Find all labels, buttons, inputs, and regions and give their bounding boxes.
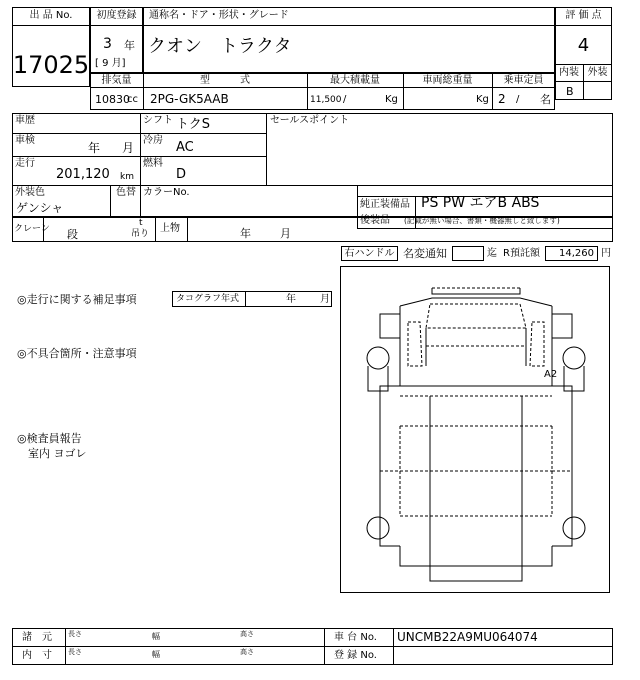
aftermarket-note: (記載が無い場合、書類・機器無しと致します) <box>404 216 560 225</box>
lot-no-value: 17025 <box>12 51 90 79</box>
color-no-label: 色替 <box>116 187 136 198</box>
max-load-unit: Kg <box>385 94 398 105</box>
gross-weight-unit: Kg <box>476 94 489 105</box>
exterior-label: 外装 <box>587 67 608 78</box>
cab-roof-outline <box>432 288 520 294</box>
wheel-front-right <box>563 347 585 369</box>
inspector-note: 室内 ヨゴレ <box>28 447 87 460</box>
crane-t-label: t <box>139 218 143 228</box>
shift-value: トクS <box>176 117 210 132</box>
defects-label: ◎不具合箇所・注意事項 <box>17 347 137 360</box>
tax-value: 14,260 <box>559 248 594 259</box>
tax-label: R預託額 <box>503 248 540 259</box>
vehicle-name-value: クオン トラクタ <box>148 36 292 57</box>
dims-length-label: 長さ <box>68 630 82 638</box>
reg-no-label: 登 録 No. <box>334 650 377 661</box>
aftermarket-label: 後装品 <box>360 215 390 226</box>
driving-remarks-label: ◎走行に関する補足事項 <box>17 293 137 306</box>
shift-label: シフト <box>143 115 173 126</box>
max-load-label: 最大積載量 <box>330 75 380 86</box>
mileage-label: 走行 <box>15 158 35 169</box>
standard-equipment-label: 純正装備品 <box>360 199 410 210</box>
displacement-label: 排気量 <box>101 75 132 86</box>
dims-height-label: 高さ <box>240 630 254 638</box>
damage-mark-a2: A2 <box>544 369 558 380</box>
inspection-year: 年 <box>88 141 101 155</box>
notice-box <box>452 246 484 261</box>
dims-width-label: 幅 <box>152 632 160 641</box>
wheel-front-left <box>367 347 389 369</box>
score-label: 評 価 点 <box>565 10 602 21</box>
history-label: 車歴 <box>15 115 35 126</box>
capacity-value: 2 <box>498 92 506 106</box>
wheel-rear-left <box>367 517 389 539</box>
tacho-month: 月 <box>320 294 330 305</box>
note-mark: 迄 <box>487 248 497 259</box>
ext-color-label: 外装色 <box>15 187 45 198</box>
fuel-value: D <box>176 167 187 182</box>
ac-label: 冷房 <box>143 135 163 146</box>
tax-unit: 円 <box>601 248 611 259</box>
inner-dims-label: 内 寸 <box>22 650 52 661</box>
capacity-unit: 名 <box>540 93 551 106</box>
inner-length-label: 長さ <box>68 648 82 656</box>
inspection-label: 車検 <box>15 135 35 146</box>
crane-tsuri-label: 吊り <box>131 229 150 239</box>
chassis-no-label: 車 台 No. <box>334 632 377 643</box>
gross-weight-label: 車両総重量 <box>422 75 473 86</box>
max-load-value: 11,500 <box>310 95 342 105</box>
truck-diagram <box>340 266 610 593</box>
vehicle-name-label: 通称名・ドア・形状・グレード <box>149 10 289 21</box>
crane-label: クレーン <box>14 224 50 234</box>
capacity-slash: / <box>516 94 520 105</box>
interior-value: B <box>566 85 574 98</box>
displacement-value: 10830 <box>95 93 130 106</box>
model-value: 2PG-GK5AAB <box>150 92 229 106</box>
crane-year-label: 上物 <box>160 223 180 234</box>
first-reg-label: 初度登録 <box>96 10 137 21</box>
crane-month: 月 <box>280 227 291 240</box>
standard-equipment-value: PS PW エアB ABS <box>421 195 540 211</box>
year-value: 3 <box>103 36 112 52</box>
rhd-label: 右ハンドル <box>344 248 395 259</box>
score-value: 4 <box>577 35 590 56</box>
inner-width-label: 幅 <box>152 650 160 659</box>
interior-label: 内装 <box>559 67 579 78</box>
model-label: 型 式 <box>200 75 250 86</box>
lot-no-label: 出 品 No. <box>29 10 73 21</box>
mileage-value: 201,120 <box>56 167 110 182</box>
tacho-label: タコグラフ年式 <box>176 294 240 304</box>
ext-color-value: ゲンシャ <box>16 201 64 215</box>
year-unit: 年 <box>124 39 135 52</box>
color-code-label: カラーNo. <box>143 187 190 198</box>
crane-year: 年 <box>240 227 251 240</box>
crane-dan-label: 段 <box>67 228 78 241</box>
inspector-label: ◎検査員報告 <box>17 432 82 445</box>
chassis-no-value: UNCMB22A9MU064074 <box>397 630 538 644</box>
tacho-year: 年 <box>286 294 296 305</box>
wheel-rear-right <box>563 517 585 539</box>
inner-height-label: 高さ <box>240 648 254 656</box>
fuel-label: 燃料 <box>143 158 163 169</box>
notice-label: 名変通知 <box>403 247 447 260</box>
mileage-unit: km <box>120 172 134 182</box>
ac-value: AC <box>176 140 194 155</box>
displacement-unit: cc <box>127 94 138 105</box>
max-load-slash: / <box>343 94 347 105</box>
cab-windshield <box>426 304 526 328</box>
capacity-label: 乗車定員 <box>503 75 544 86</box>
dims-label: 諸 元 <box>22 632 52 643</box>
month-value: [ 9 月] <box>95 58 126 69</box>
inspection-month: 月 <box>122 141 135 155</box>
sales-point-label: セールスポイント <box>270 115 350 126</box>
